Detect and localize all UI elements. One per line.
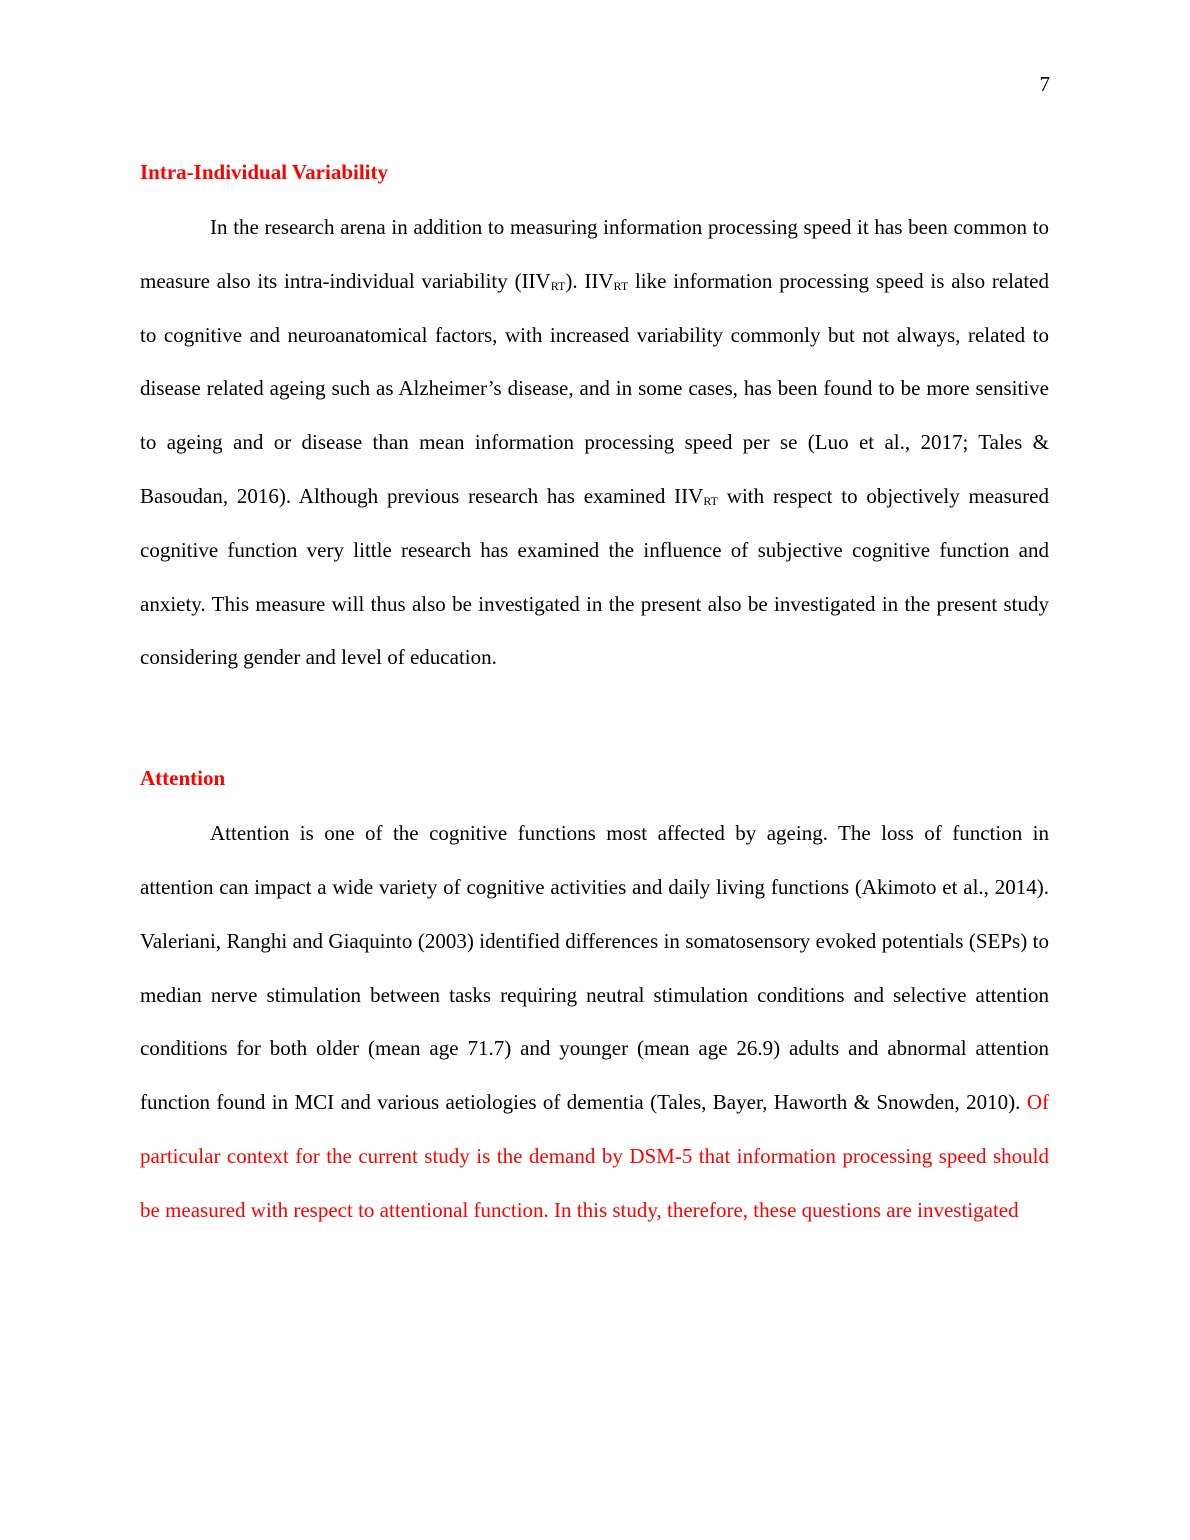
paragraph-attention [140, 807, 1049, 1237]
text-run: Attention is one of the cognitive functions most affected by ageing. The loss of function in attention can impact a wide variety of cognitive activities and daily living functions (Akimoto et al., 2014). Valeriani, Ranghi and Giaquinto (2003) identified differences in somatosensory evoked potentials (SEPs) to median nerve stimulation between tasks requiring neutral stimulation conditions and selective attention conditions for both older (mean age 71.7) and younger (mean age 26.9) adults and abnormal attention function found in MCI and various aetiologies of dementia (Tales, Bayer, Haworth & Snowden, 2010). [140, 821, 1049, 1115]
text-run: like information processing speed is also related to cognitive and neuroanatomical factors, with increased variability commonly but not always, related to disease related ageing such as Alzheimer’s disease, and in some cases, has been found to be more sensitive to ageing and or disease than mean information processing speed per se (Luo et al., 2017; Tales & Basoudan, 2016). Although previous research has examined IIV [140, 268, 1049, 508]
subscript-rt: RT [703, 493, 718, 508]
text-run: In the research arena in addition to measuring information processing speed it has been common to measure also its intra-individual variability (IIV [140, 215, 1049, 293]
text-run: ). IIV [565, 268, 614, 293]
page-number: 7 [1039, 72, 1050, 96]
highlighted-text-run: Of particular context for the current study is the demand by DSM-5 that information processing speed should be measured with respect to attentional function. In this study, therefore, these questions are investigated [140, 1090, 1049, 1222]
section-heading-intra-individual-variability: Intra-Individual Variability [140, 160, 388, 184]
subscript-rt: RT [613, 278, 629, 293]
subscript-rt: RT [550, 278, 566, 293]
document-body [140, 157, 1049, 1238]
text-run: with respect to objectively measured cognitive function very little research has examined the influence of subjective cognitive function and anxiety. This measure will thus also be investigated in the present also be investigated in the present study considering gender and level of education. [140, 483, 1049, 670]
paragraph-intra-individual-variability [140, 201, 1049, 685]
section-heading-attention: Attention [140, 766, 226, 791]
